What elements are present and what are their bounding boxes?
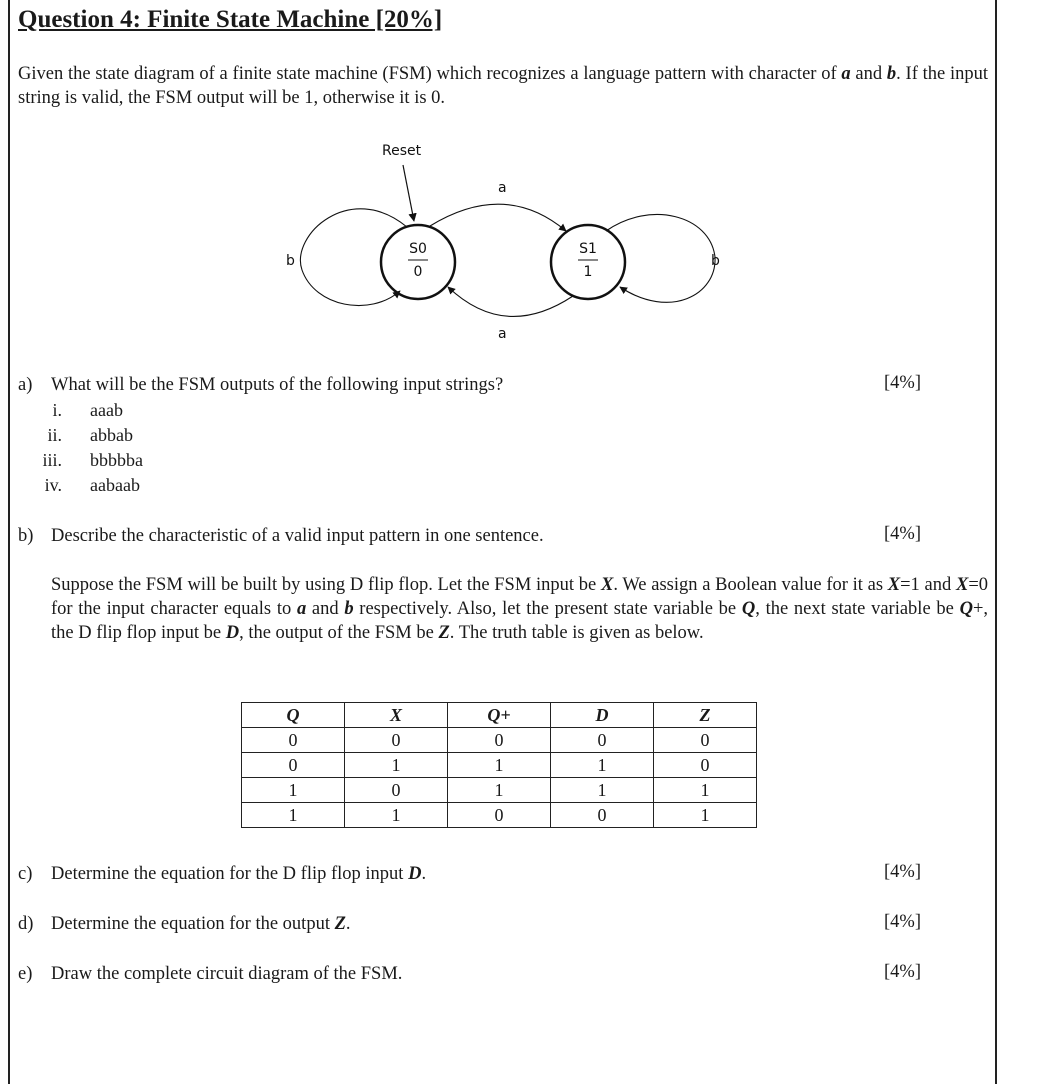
- state-s1-name: S1: [579, 241, 597, 257]
- intro-paragraph: Given the state diagram of a finite state machine (FSM) which recognizes a language pattern with character of a and b. If the input string is valid, the FSM output will be 1, otherwise it is 0.: [18, 64, 989, 108]
- table-cell: 1: [448, 778, 551, 803]
- page-border-right: [995, 0, 997, 1084]
- reset-label: Reset: [382, 143, 422, 159]
- column-header: X: [345, 703, 448, 728]
- question-d-text: Determine the equation for the output Z.: [51, 914, 351, 934]
- self-loop-s0-label: b: [286, 253, 295, 269]
- transition-s1-to-s0: [448, 287, 573, 316]
- table-header-row: [242, 703, 757, 728]
- question-d-label: d): [18, 914, 34, 934]
- question-a-label: a): [18, 375, 33, 395]
- question-c-label: c): [18, 864, 33, 884]
- question-a-text: What will be the FSM outputs of the following input strings?: [51, 375, 504, 395]
- question-c-text: Determine the equation for the D flip flop input D.: [51, 864, 427, 884]
- column-header: Q: [242, 703, 345, 728]
- page-border-left: [8, 0, 10, 1084]
- table-row: [242, 728, 757, 753]
- question-title: Question 4: Finite State Machine [20%]: [18, 6, 443, 33]
- question-b-label: b): [18, 526, 34, 546]
- question-e-label: e): [18, 964, 33, 984]
- fsm-state-diagram: [270, 135, 750, 350]
- self-loop-s1-label: b: [711, 253, 720, 269]
- state-s1-output: 1: [583, 264, 593, 280]
- table-cell: 0: [345, 728, 448, 753]
- table-cell: 0: [654, 753, 757, 778]
- table-cell: 0: [551, 728, 654, 753]
- self-loop-s1: [606, 215, 715, 303]
- column-header: D: [551, 703, 654, 728]
- table-cell: 1: [448, 753, 551, 778]
- table-cell: 0: [448, 803, 551, 828]
- table-cell: 0: [448, 728, 551, 753]
- table-cell: 1: [654, 778, 757, 803]
- self-loop-s0: [300, 209, 407, 306]
- question-c-marks: [4%]: [884, 862, 921, 882]
- table-cell: 1: [551, 753, 654, 778]
- table-cell: 0: [654, 728, 757, 753]
- table-cell: 0: [551, 803, 654, 828]
- state-s1: [551, 225, 625, 299]
- transition-s0-to-s1: [430, 204, 566, 231]
- transition-s0-to-s1-label: a: [498, 180, 507, 196]
- table-cell: 1: [242, 778, 345, 803]
- column-header: Q+: [448, 703, 551, 728]
- question-d-marks: [4%]: [884, 912, 921, 932]
- table-cell: 0: [242, 728, 345, 753]
- table-cell: 0: [242, 753, 345, 778]
- table-cell: 1: [654, 803, 757, 828]
- reset-arrow: [403, 165, 414, 221]
- table-row: [242, 753, 757, 778]
- question-e-text: Draw the complete circuit diagram of the FSM.: [51, 964, 403, 984]
- fsm-description-paragraph: Suppose the FSM will be built by using D flip flop. Let the FSM input be X. We assign a Boolean value for it as X=1 and X=0 for the input character equals to a and b respectively. Also, let the present state variable be Q, the next state variable be Q+, the D flip flop input be D, the output of the FSM be Z. The truth table is given as below.: [51, 575, 989, 643]
- state-s0-output: 0: [413, 264, 423, 280]
- state-s0-name: S0: [409, 241, 427, 257]
- question-a-marks: [4%]: [884, 373, 921, 393]
- transition-s1-to-s0-label: a: [498, 326, 507, 342]
- question-b-text: Describe the characteristic of a valid input pattern in one sentence.: [51, 526, 544, 546]
- table-cell: 0: [345, 778, 448, 803]
- question-e-marks: [4%]: [884, 962, 921, 982]
- table-cell: 1: [242, 803, 345, 828]
- column-header: Z: [654, 703, 757, 728]
- table-cell: 1: [551, 778, 654, 803]
- question-b-marks: [4%]: [884, 524, 921, 544]
- state-s0: [381, 225, 455, 299]
- table-cell: 1: [345, 753, 448, 778]
- truth-table: [241, 702, 757, 828]
- table-row: [242, 778, 757, 803]
- table-row: [242, 803, 757, 828]
- table-cell: 1: [345, 803, 448, 828]
